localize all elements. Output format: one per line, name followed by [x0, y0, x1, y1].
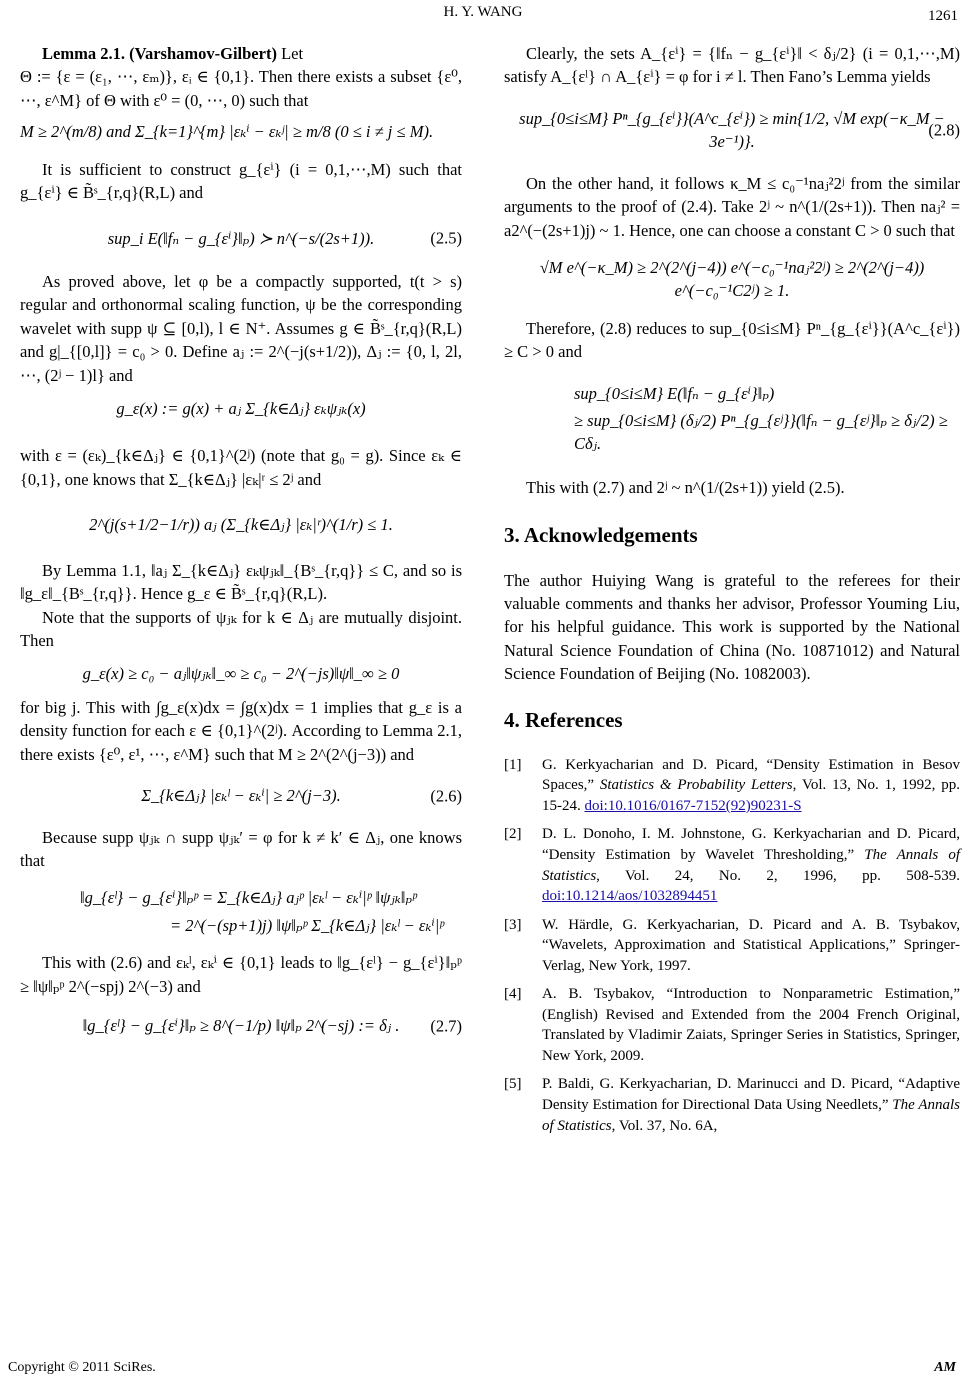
paragraph-sets: Clearly, the sets A_{εⁱ} = {‖fₙ − g_{εⁱ}‖ < δⱼ/2} (i = 0,1,⋯,M) satisfy A_{εˡ} ∩ A_{εⁱ} = φ for i ≠ l. Then Fano’s Lemma yields: [504, 44, 960, 87]
page-number: 1261: [928, 8, 958, 24]
reference-list: [504, 755, 960, 1136]
reference-number: [5]: [504, 1076, 522, 1093]
reference-item: [4] A. B. Tsybakov, “Introduction to Nonparametric Estimation,” (English) Revised and Extended from the 2004 French Original, Translated by Vladimir Zaiats, Springer Series in Statistics, Springer, New York, 2009.: [504, 984, 960, 1066]
doi-link[interactable]: doi:10.1016/0167-7152(92)90231-S: [584, 797, 802, 814]
paragraph-therefore: Therefore, (2.8) reduces to sup_{0≤i≤M} Pⁿ_{g_{εⁱ}}(A^c_{εⁱ}) ≥ C > 0 and: [504, 318, 960, 362]
equation-bound: 2^(j(s+1/2−1/r)) aⱼ (Σ_{k∈Δⱼ} |εₖ|ʳ)^(1/r) ≤ 1.: [89, 515, 393, 535]
equation-norm-line-1: ‖g_{εˡ} − g_{εⁱ}‖ₚᵖ = Σ_{k∈Δⱼ} aⱼᵖ |εₖˡ − εₖⁱ|ᵖ ‖ψⱼₖ‖ₚᵖ: [80, 888, 417, 908]
equation-2-7: ‖g_{εˡ} − g_{εⁱ}‖ₚ ≥ 8^(−1/p) ‖ψ‖ₚ 2^(−sj) := δⱼ . (2.7): [20, 1014, 462, 1037]
equation-number: (2.6): [430, 786, 462, 806]
acknowledgements-section: [504, 523, 960, 685]
paragraph-because: Because supp ψⱼₖ ∩ supp ψⱼₖ′ = φ for k ≠ k′ ∈ Δⱼ, one knows that: [20, 827, 462, 870]
paragraph-leads: This with (2.6) and εₖˡ, εₖⁱ ∈ {0,1} leads to ‖g_{εˡ} − g_{εⁱ}‖ₚᵖ ≥ ‖ψ‖ₚᵖ 2^(−spj) 2^(−3) and: [20, 953, 462, 996]
equation-2-8: sup_{0≤i≤M} Pⁿ_{g_{εⁱ}}(A^c_{εⁱ}) ≥ min{1/2, √M exp(−κ_M − 3e⁻¹)}. (2.8): [519, 108, 960, 152]
copyright-notice: Copyright © 2011 SciRes.: [8, 1360, 156, 1376]
journal-title: The Annals of Statistics: [542, 1097, 960, 1134]
acknowledgements-heading: 3. Acknowledgements: [504, 523, 698, 548]
reference-number: [2]: [504, 826, 522, 843]
left-column: [20, 42, 462, 1048]
lemma-title: Lemma 2.1. (Varshamov-Gilbert): [42, 44, 277, 63]
lemma-statement: Lemma 2.1. (Varshamov-Gilbert) Let: [42, 44, 304, 63]
equation-number: (2.7): [430, 1016, 462, 1036]
acknowledgements-text: The author Huiying Wang is grateful to the referees for their valuable comments and thanks her advisor, Professor Youming Liu, for his helpful guidance. This work is supported by the National Natural Science Foundation of China (No. 10871012) and Natural Science Foundation of Beijing (No. 1082003).: [504, 570, 960, 684]
reference-item: [1] G. Kerkyacharian and D. Picard, “Density Estimation in Besov Spaces,” Statistics & Probability Letters, Vol. 13, No. 1, 1992, pp. 15-24. doi:10.1016/0167-7152(92)90231-S: [504, 755, 960, 817]
reference-item: [5] P. Baldi, G. Kerkyacharian, D. Marinucci and D. Picard, “Adaptive Density Estimation for Directional Data Using Needlets,” The Annals of Statistics, Vol. 37, No. 6A,: [504, 1074, 960, 1136]
paragraph-construct: It is sufficient to construct g_{εⁱ} (i = 0,1,⋯,M) such that g_{εⁱ} ∈ B̃ˢ_{r,q}(R,L) and: [20, 159, 462, 203]
paragraph-yield: This with (2.7) and 2ʲ ~ n^(1/(2s+1)) yield (2.5).: [526, 477, 845, 497]
paragraph-big-j: for big j. This with ∫g_ε(x)dx = ∫g(x)dx = 1 implies that g_ε is a density function for each ε ∈ {0,1}^(2ʲ). According to Lemma 2.1, there exists {ε⁰, ε¹, ⋯, ε^M} such that M ≥ 2^(2^(j−3)) and: [20, 697, 462, 764]
right-column: [504, 42, 960, 1144]
references-section: [504, 708, 960, 1136]
lemma-inequality: M ≥ 2^(m/8) and Σ_{k=1}^{m} |εₖⁱ − εₖʲ| ≥ m/8 (0 ≤ i ≠ j ≤ M).: [20, 122, 434, 142]
reference-number: [1]: [504, 756, 522, 773]
doi-link[interactable]: doi:10.1214/aos/1032894451: [542, 888, 718, 905]
equation-positive: g_ε(x) ≥ c₀ − aⱼ‖ψⱼₖ‖_∞ ≥ c₀ − 2^(−js)‖ψ‖_∞ ≥ 0: [82, 664, 400, 684]
journal-abbreviation: AM: [934, 1360, 956, 1376]
paragraph-supports: Note that the supports of ψⱼₖ for k ∈ Δⱼ are mutually disjoint. Then: [20, 607, 462, 651]
equation-final-line-1: sup_{0≤i≤M} E(‖fₙ − g_{εⁱ}‖ₚ): [574, 383, 775, 403]
journal-title: The Annals of Statistics: [542, 847, 960, 884]
references-heading: 4. References: [504, 707, 623, 732]
equation-2-5: sup_i E(‖fₙ − g_{εⁱ}‖ₚ) ≻ n^(−s/(2s+1)). (2.5): [20, 227, 462, 250]
equation-final-line-2: ≥ sup_{0≤i≤M} (δⱼ/2) Pⁿ_{g_{εʲ}}(‖fₙ − g_{εʲ}‖ₚ ≥ δⱼ/2) ≥ Cδⱼ.: [574, 411, 948, 454]
equation-norm-line-2: = 2^(−(sp+1)j) ‖ψ‖ₚᵖ Σ_{k∈Δⱼ} |εₖˡ − εₖⁱ|ᵖ: [170, 915, 444, 935]
paragraph-scaling: As proved above, let φ be a compactly supported, t(t > s) regular and orthonormal scaling function, ψ be the corresponding wavelet with supp ψ ⊆ [0,l), l ∈ N⁺. Assumes g ∈ B̃ˢ_{r,q}(R,L) and g|_{[0,l]} = c₀ > 0. Define aⱼ := 2^(−j(s+1/2)), Δⱼ := {0, l, 2l, ⋯, (2ʲ − 1)l} and: [20, 271, 462, 385]
equation-number: (2.8): [928, 120, 960, 140]
equation-2-6: Σ_{k∈Δⱼ} |εₖˡ − εₖⁱ| ≥ 2^(j−3). (2.6): [20, 784, 462, 807]
reference-number: [4]: [504, 986, 522, 1003]
reference-item: [3] W. Härdle, G. Kerkyacharian, D. Picard and A. B. Tsybakov, “Wavelets, Approximation and Statistical Applications,” Springer-Verlag, New York, 1997.: [504, 915, 960, 977]
paragraph-other-hand: On the other hand, it follows κ_M ≤ c₀⁻¹naⱼ²2ʲ from the similar arguments to the proof of (2.4). Take 2ʲ ~ n^(1/(2s+1)). Then naⱼ² = a2^(−(2s+1)j) ~ 1. Hence, one can choose a constant C > 0 such that: [504, 173, 960, 240]
paragraph-with: with ε = (εₖ)_{k∈Δⱼ} ∈ {0,1}^(2ʲ) (note that g₀ = g). Since εₖ ∈ {0,1}, one knows that Σ_{k∈Δⱼ} |εₖ|ʳ ≤ 2ʲ and: [20, 446, 462, 489]
journal-title: Statistics & Probability Letters: [599, 777, 793, 794]
equation-sqrt-m: √M e^(−κ_M) ≥ 2^(2^(j−4)) e^(−c₀⁻¹naⱼ²2ʲ) ≥ 2^(2^(j−4)) e^(−c₀⁻¹C2ʲ) ≥ 1.: [539, 257, 925, 301]
reference-item: [2] D. L. Donoho, I. M. Johnstone, G. Kerkyacharian and D. Picard, “Density Estimation by Wavelet Thresholding,” The Annals of Statistics, Vol. 24, No. 2, 1996, pp. 508-539. doi:10.1214/aos/1032894451: [504, 824, 960, 906]
equation-g-epsilon: g_ε(x) := g(x) + aⱼ Σ_{k∈Δⱼ} εₖψⱼₖ(x): [116, 399, 366, 419]
equation-number: (2.5): [430, 228, 462, 248]
running-title: H. Y. WANG: [443, 4, 523, 20]
reference-number: [3]: [504, 916, 522, 933]
paragraph-lemma-1-1: By Lemma 1.1, ‖aⱼ Σ_{k∈Δⱼ} εₖψⱼₖ‖_{Bˢ_{r,q}} ≤ C, and so is ‖g_ε‖_{Bˢ_{r,q}}. Hence g_ε ∈ B̃ˢ_{r,q}(R,L).: [20, 560, 462, 604]
lemma-body: Θ := {ε = (ε₁, ⋯, εₘ)}, εᵢ ∈ {0,1}. Then there exists a subset {ε⁰, ⋯, ε^M} of Θ with ε⁰ = (0, ⋯, 0) such that: [20, 67, 462, 110]
